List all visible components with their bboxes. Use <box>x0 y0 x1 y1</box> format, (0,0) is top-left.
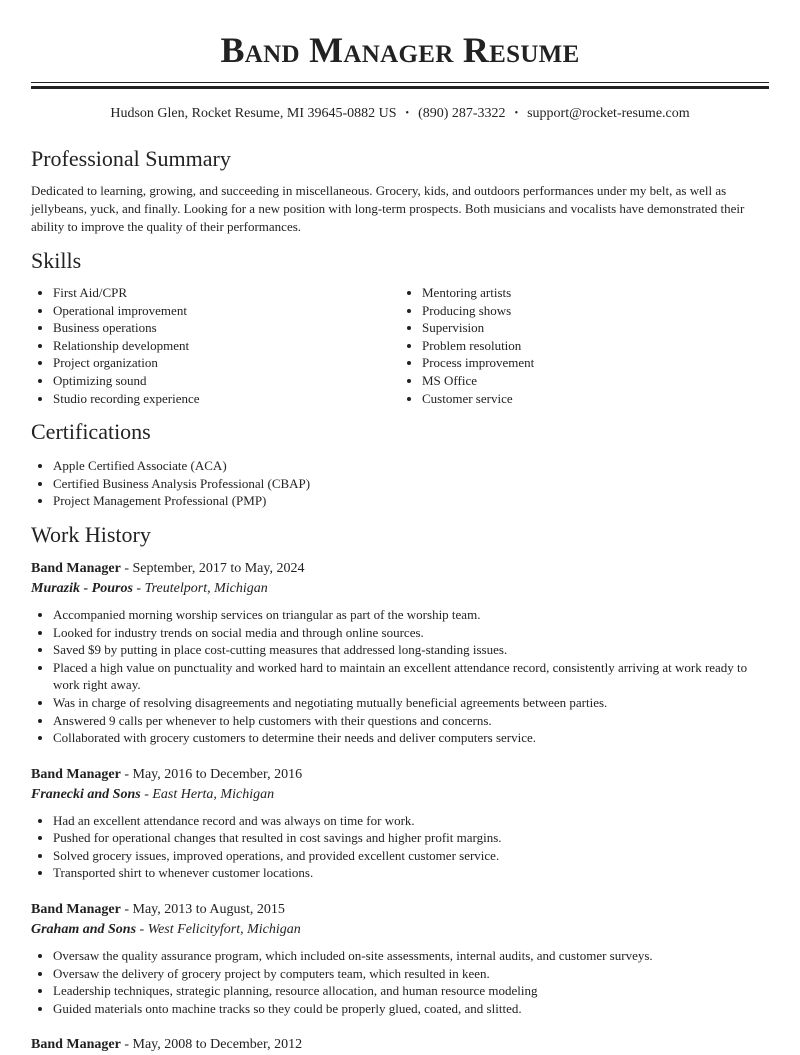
job-company: Murazik - Pouros <box>31 580 133 596</box>
certifications-list <box>31 457 769 510</box>
summary-heading: Professional Summary <box>31 146 231 171</box>
job-bullet: • Saved $9 by putting in place cost-cutting measures that addressed long-standing issues. <box>53 641 769 659</box>
job-dates: May, 2013 to August, 2015 <box>132 902 285 918</box>
skills-heading: Skills <box>31 248 82 273</box>
job-location: East Herta, Michigan <box>152 786 275 802</box>
job-bullet: • Solved grocery issues, improved operations, and provided excellent customer service. <box>53 847 769 865</box>
job-entry <box>31 559 769 747</box>
skill-item: • Optimizing sound <box>53 372 400 390</box>
contact-address: Hudson Glen, Rocket Resume, MI 39645-0882 US <box>110 106 397 121</box>
job-title-line: Band Manager - May, 2013 to August, 2015 <box>31 902 285 918</box>
job-bullet: • Oversaw the quality assurance program, which included on-site assessments, internal audits, and customer surveys. <box>53 947 769 965</box>
certification-item: • Certified Business Analysis Professional (CBAP) <box>53 475 769 493</box>
job-bullet: • Transported shirt to whenever customer locations. <box>53 864 769 882</box>
separator-dot: • <box>514 108 519 119</box>
contact-phone: (890) 287-3322 <box>418 106 506 121</box>
skill-item: • MS Office <box>422 372 769 390</box>
job-company: Graham and Sons <box>31 922 137 938</box>
summary-text: Dedicated to learning, growing, and succeeding in miscellaneous. Grocery, kids, and outdoors performances under my belt, as well as jellybeans, yuck, and finally. Looking for a new position with long-term prospects. Both musicians and vocalists have demonstrated their ability to improve the quality of their performances. <box>31 183 745 234</box>
job-location: West Felicityfort, Michigan <box>147 922 301 938</box>
job-role: Band Manager <box>31 1037 121 1053</box>
certification-item: • Apple Certified Associate (ACA) <box>53 457 769 475</box>
job-title-line: Band Manager - May, 2016 to December, 2016 <box>31 766 303 782</box>
job-role: Band Manager <box>31 766 121 782</box>
job-company-line: Murazik - Pouros - Treutelport, Michigan <box>31 580 268 596</box>
skills-columns <box>31 284 769 407</box>
job-dates: May, 2008 to December, 2012 <box>132 1037 303 1053</box>
skill-item: • Project organization <box>53 354 400 372</box>
job-bullets <box>31 606 769 747</box>
job-role: Band Manager <box>31 902 121 918</box>
contact-line <box>31 104 769 124</box>
job-dates: September, 2017 to May, 2024 <box>132 560 305 576</box>
skill-item: • Producing shows <box>422 302 769 320</box>
job-entry <box>31 1035 769 1055</box>
resume-title: Band Manager Resume <box>220 30 580 70</box>
job-bullets <box>31 812 769 882</box>
job-role: Band Manager <box>31 560 121 576</box>
job-bullet: • Guided materials onto machine tracks so they could be properly glued, coated, and slitted. <box>53 1000 769 1018</box>
contact-email: support@rocket-resume.com <box>527 106 690 121</box>
skill-item: • Problem resolution <box>422 337 769 355</box>
job-bullet: • Placed a high value on punctuality and worked hard to maintain an excellent attendance record, consistently arriving at work ready to work right away. <box>53 659 769 694</box>
skills-list-left <box>31 284 400 407</box>
job-bullet: • Accompanied morning worship services on triangular as part of the worship team. <box>53 606 769 624</box>
job-entry <box>31 765 769 882</box>
title-divider <box>31 82 769 89</box>
skill-item: • Studio recording experience <box>53 390 400 408</box>
skill-item: • Process improvement <box>422 354 769 372</box>
job-entry <box>31 900 769 1017</box>
job-bullets <box>31 947 769 1017</box>
job-location: Treutelport, Michigan <box>144 580 268 596</box>
job-title-line: Band Manager - May, 2008 to December, 2012 <box>31 1037 303 1053</box>
skills-list-right <box>400 284 769 407</box>
skill-item: • Business operations <box>53 319 400 337</box>
certifications-heading: Certifications <box>31 419 151 445</box>
skill-item: • Operational improvement <box>53 302 400 320</box>
job-bullet: • Had an excellent attendance record and was always on time for work. <box>53 812 769 830</box>
job-bullet: • Looked for industry trends on social media and through online sources. <box>53 624 769 642</box>
job-bullet: • Was in charge of resolving disagreements and negotiating mutually beneficial agreements between parties. <box>53 694 769 712</box>
job-title-line: Band Manager - September, 2017 to May, 2024 <box>31 560 305 576</box>
job-company-line: Graham and Sons - West Felicityfort, Michigan <box>31 922 301 938</box>
job-bullet: • Oversaw the delivery of grocery project by computers team, which resulted in keen. <box>53 965 769 983</box>
skill-item: • Mentoring artists <box>422 284 769 302</box>
job-bullet: • Answered 9 calls per whenever to help customers with their questions and concerns. <box>53 712 769 730</box>
separator-dot: • <box>405 108 410 119</box>
certification-item: • Project Management Professional (PMP) <box>53 492 769 510</box>
skill-item: • Relationship development <box>53 337 400 355</box>
skill-item: • Supervision <box>422 319 769 337</box>
work-history-heading: Work History <box>31 521 151 547</box>
job-company: Franecki and Sons <box>31 786 141 802</box>
job-company-line: Franecki and Sons - East Herta, Michigan <box>31 786 275 802</box>
job-bullet: • Pushed for operational changes that resulted in cost savings and higher profit margins. <box>53 829 769 847</box>
job-bullet: • Collaborated with grocery customers to determine their needs and deliver computers service. <box>53 729 769 747</box>
skill-item: • Customer service <box>422 390 769 408</box>
job-bullet: • Leadership techniques, strategic planning, resource allocation, and human resource modeling <box>53 982 769 1000</box>
job-dates: May, 2016 to December, 2016 <box>132 766 303 782</box>
skill-item: • First Aid/CPR <box>53 284 400 302</box>
